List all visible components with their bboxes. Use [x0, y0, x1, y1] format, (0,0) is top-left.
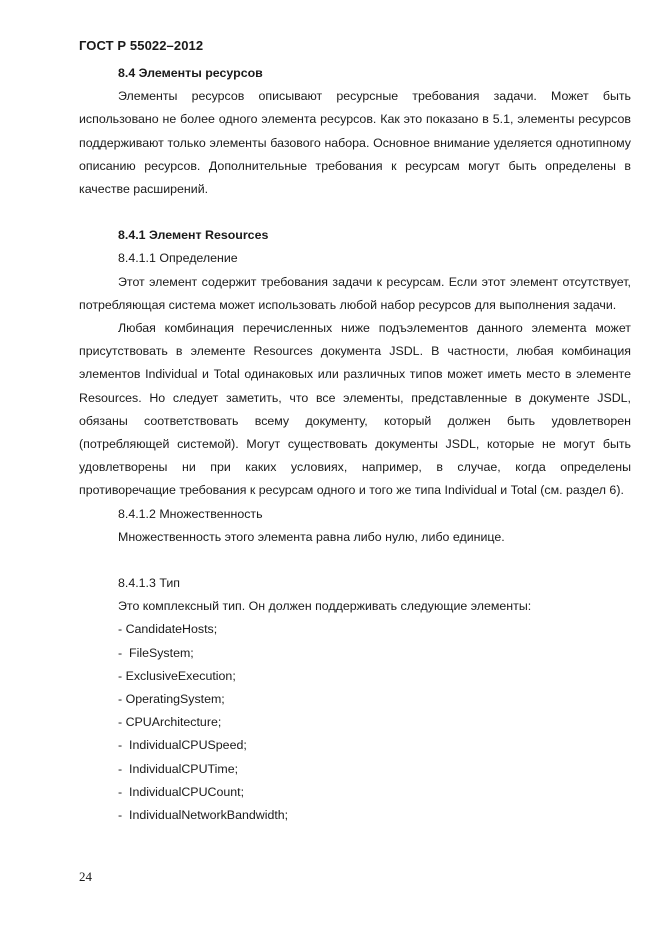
definition-paragraph-2: Любая комбинация перечисленных ниже подъэлементов данного элемента может присутствовать в элементе Resources документа JSDL. В частности, любая комбинация элементов Individual и Total одинаковых или различных типов может иметь место в элементе Resources. Но следует заметить, что все элементы, представленные в документе JSDL, обязаны соответствовать всему документу, который должен быть удовлетворен (потребляющей системой). Могут существовать документы JSDL, которые не могут быть удовлетворены ни при каких условиях, например, в случае, когда определены противоречащие требования к ресурсам одного и того же типа Individual и Total (см. раздел 6).: [79, 321, 631, 498]
list-item: - CandidateHosts;: [118, 622, 218, 637]
definition-paragraph-1: Этот элемент содержит требования задачи к ресурсам. Если этот элемент отсутствует, потребляющая система может использовать любой набор ресурсов для выполнения задачи.: [79, 274, 631, 312]
multiplicity-text: Множественность этого элемента равна либо нулю, либо единице.: [118, 529, 505, 544]
document-header: ГОСТ Р 55022–2012: [79, 38, 204, 53]
list-item: - IndividualCPUTime;: [118, 761, 239, 776]
list-item: - IndividualNetworkBandwidth;: [118, 808, 289, 823]
list-item: - CPUArchitecture;: [118, 715, 222, 730]
list-item: - IndividualCPUCount;: [118, 784, 245, 799]
page-number: 24: [79, 869, 92, 884]
elements-list: [79, 618, 631, 827]
type-text: Это комплексный тип. Он должен поддерживать следующие элементы:: [118, 599, 532, 614]
list-item: - OperatingSystem;: [118, 692, 225, 707]
type-heading: 8.4.1.3 Тип: [118, 576, 180, 591]
list-item: - ExclusiveExecution;: [118, 668, 236, 683]
section-intro-paragraph: Элементы ресурсов описывают ресурсные требования задачи. Может быть использовано не более одного элемента ресурсов. Как это показано в 5.1, элементы ресурсов поддерживают только элементы базового набора. Основное внимание уделяется однотипному описанию ресурсов. Дополнительные требования к ресурсам могут быть определены в качестве расширений.: [79, 89, 631, 197]
spacer: [79, 201, 631, 224]
page-content: [79, 62, 631, 827]
subsection-title: 8.4.1 Элемент Resources: [118, 228, 269, 243]
multiplicity-heading: 8.4.1.2 Множественность: [118, 506, 263, 521]
list-item: - IndividualCPUSpeed;: [118, 738, 247, 753]
spacer: [79, 549, 631, 572]
definition-heading: 8.4.1.1 Определение: [118, 251, 238, 266]
list-item: - FileSystem;: [118, 645, 194, 660]
section-title: 8.4 Элементы ресурсов: [118, 66, 263, 80]
